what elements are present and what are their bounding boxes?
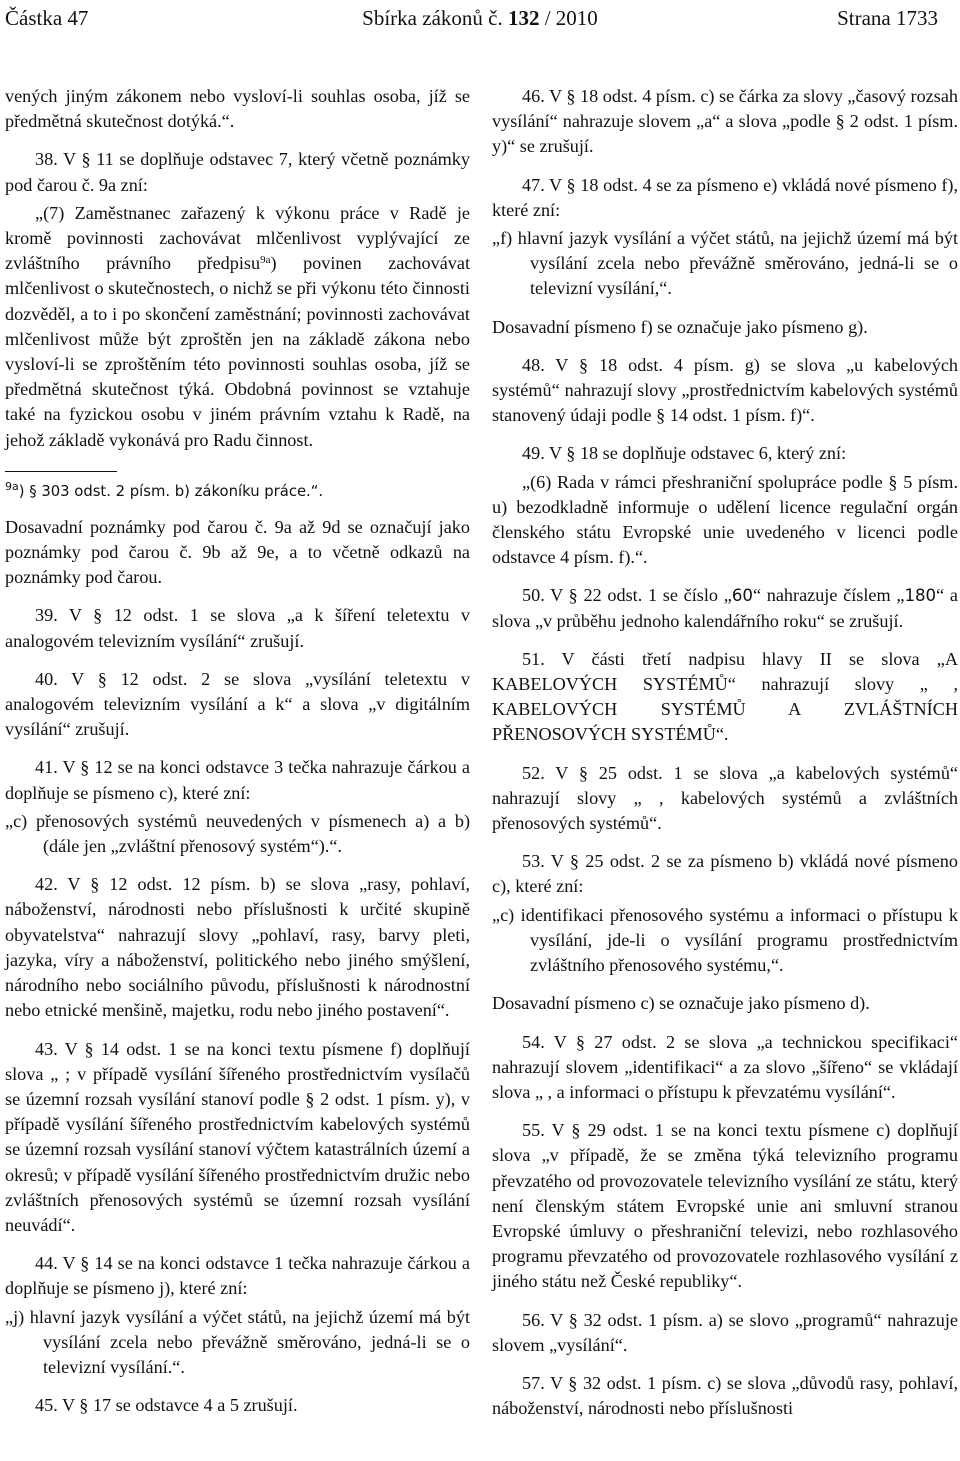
footnote-ref: 9a [260,254,271,267]
paragraph-point-49: 49. V § 18 se doplňuje odstavec 6, který zní: [522,443,847,464]
quoted-item-c-right: „c) identifikaci přenosového systému a informaci o přístupu k vysílání, jde-li o vysílání programu prostřednictvím zvláštního přenosového systému,“. [492,904,958,976]
point-50-text-cont: “ nahrazuje číslem „ [752,585,905,606]
paragraph-point-54: 54. V § 27 odst. 2 se slova „a technickou specifikaci“ nahrazují slovem „identifikaci“ a za slovo „šířeno“ se vkládají slova „ , a informaci o přístupu k převzatému vysílání“. [492,1031,958,1102]
left-column [5,84,470,1431]
quoted-text-cont: ) povinen zachovávat mlčenlivost o skutečnostech, o nichž se při výkonu této činnosti dozvěděl, a to i po skončení zaměstnání; povinnosti zachovávat mlčenlivost může být zproštěn jen na základě zákona nebo vysloví-li se zproštěním této povinnosti souhlas osoba, jíž se předmětná skutečnost týká. Obdobná povinnost se vztahuje také na fyzickou osobu v jiném právním vztahu k Radě, na jehož základě vykonává pro Radu činnost. [5,253,470,450]
header-page-number: Strana 1733 [837,6,938,30]
quoted-item-j: „j) hlavní jazyk vysílání a výčet států, na jejichž území má být vysílání zcela nebo převážně směrováno, jedná-li se o televizní vysílání.“. [5,1306,470,1377]
header-collection-number: 132 [507,6,540,30]
paragraph-point-55: 55. V § 29 odst. 1 se na konci textu písmene c) doplňují slova „v případě, že se změna týká televizního programu převzatého od provozovatele televizního vysílání ze státu, který není členským státem Evropské unie ani smluvní stranou Evropské úmluvy o přeshraniční televizi, nebo rozhlasového programu převzatého od provozovatele rozhlasového vysílání z jiného státu než České republiky“. [492,1120,958,1292]
paragraph-quoted-section [5,201,470,453]
header-collection-year: / 2010 [539,6,598,30]
paragraph-point-56: 56. V § 32 odst. 1 písm. a) se slovo „programů“ nahrazuje slovem „vysílání“. [492,1309,958,1355]
paragraph-point-51: 51. V části třetí nadpisu hlavy II se slova „A KABELOVÝCH SYSTÉMŮ“ nahrazují slovy „ , KABELOVÝCH SYSTÉMŮ A ZVLÁŠTNÍCH PŘENOSOVÝCH SYSTÉMŮ“. [492,648,958,745]
paragraph-point-57: 57. V § 32 odst. 1 písm. c) se slova „důvodů rasy, pohlaví, náboženství, národnosti nebo příslušnosti [492,1372,958,1419]
footnote-mark: 9a [5,479,19,493]
footnote-divider [5,471,117,472]
paragraph: Dosavadní písmeno c) se označuje jako písmeno d). [492,993,870,1014]
paragraph-point-50 [492,583,958,633]
paragraph-point-39: 39. V § 12 odst. 1 se slova „a k šíření teletextu v analogovém televizním vysílání“ zrušují. [5,605,470,651]
paragraph-point-47: 47. V § 18 odst. 4 se za písmeno e) vkládá nové písmeno f), které zní: [492,174,958,220]
paragraph: vených jiným zákonem nebo vysloví-li souhlas osoba, jíž se předmětná skutečnost dotýká.“. [5,86,470,132]
paragraph-point-44: 44. V § 14 se na konci odstavce 1 tečka nahrazuje čárkou a doplňuje se písmeno j), které zní: [5,1253,470,1299]
header-issue: Částka 47 [5,6,89,30]
paragraph-point-43: 43. V § 14 odst. 1 se na konci textu písmene f) doplňují slova „ ; v případě vysílání šířeného prostřednictvím vysílačů se územní rozsah vysílání stanoví podle § 2 odst. 1 písm. y), v případě vysílání šířeného prostřednictvím kabelových systémů se územní rozsah vysílání stanoví výčtem katastrálních území a okresů; v případě vysílání šířeného prostřednictvím družic nebo zvláštních přenosových systémů se územní rozsah vysílání neuvádí“. [5,1038,470,1235]
number-new: 180 [904,586,937,606]
quoted-section-6: „(6) Rada v rámci přeshraniční spolupráce podle § 5 písm. u) bezodkladně informuje o udělení licence regulační orgán členského státu Evropské unie uvedeného v licenci podle odstavce 4 písm. f).“. [492,471,958,568]
header-collection-label: Sbírka zákonů č. [362,6,508,30]
paragraph-point-45: 45. V § 17 se odstavce 4 a 5 zrušují. [35,1395,298,1416]
paragraph-point-41: 41. V § 12 se na konci odstavce 3 tečka nahrazuje čárkou a doplňuje se písmeno c), které zní: [5,757,470,803]
paragraph-point-38: 38. V § 11 se doplňuje odstavec 7, který včetně poznámky pod čarou č. 9a zní: [5,149,470,195]
quoted-item-c: „c) přenosových systémů neuvedených v písmenech a) a b) (dále jen „zvláštní přenosový systém“).“. [5,810,470,857]
footnote-text: ) § 303 odst. 2 písm. b) zákoníku práce.“. [18,482,324,500]
point-50-text: 50. V § 22 odst. 1 se číslo „ [522,585,732,606]
paragraph-point-40: 40. V § 12 odst. 2 se slova „vysílání teletextu v analogovém televizním vysílání a k“ a slova „v digitálním vysílání“ zrušují. [5,668,470,740]
quoted-text: „(7) Zaměstnanec zařazený k výkonu práce v Radě je kromě povinnosti zachovávat mlčenlivost vyplývající ze zvláštního právního předpisu [5,202,470,274]
header-collection [0,6,960,30]
number-old: 60 [731,586,753,606]
right-column [492,84,958,1434]
quoted-item-f: „f) hlavní jazyk vysílání a výčet států, na jejichž území má být vysílání zcela nebo převážně směrováno, jedná-li se o televizní vysílání,“. [492,228,958,299]
paragraph-point-53: 53. V § 25 odst. 2 se za písmeno b) vkládá nové písmeno c), které zní: [492,851,958,897]
footnote [5,479,470,502]
paragraph: Dosavadní písmeno f) se označuje jako písmeno g). [492,316,868,337]
point-50-text-end: “ a slova „v průběhu jednoho kalendářního roku“ se zrušují. [492,585,958,631]
paragraph-point-46: 46. V § 18 odst. 4 písm. c) se čárka za slovy „časový rozsah vysílání“ nahrazuje slovem „a“ a slova „podle § 2 odst. 1 písm. y)“ se zrušují. [492,86,958,157]
paragraph-point-42: 42. V § 12 odst. 12 písm. b) se slova „rasy, pohlaví, náboženství, národnosti nebo příslušnosti k určité skupině obyvatelstva“ nahrazují slovy „pohlaví, rasy, barvy pleti, jazyka, víry a náboženství, politického nebo jiného smýšlení, národního nebo sociálního původu, příslušnosti k národnostní nebo etnické menšině, majetku, rodu nebo jiného postavení“. [5,874,470,1021]
paragraph-point-48: 48. V § 18 odst. 4 písm. g) se slova „u kabelových systémů“ nahrazují slovy „prostřednictvím kabelových systémů stanovený údaji podle § 14 odst. 1 písm. f)“. [492,354,958,426]
paragraph: Dosavadní poznámky pod čarou č. 9a až 9d se označují jako poznámky pod čarou č. 9b až 9e, a to včetně odkazů na poznámky pod čarou. [5,516,470,588]
paragraph-point-52: 52. V § 25 odst. 1 se slova „a kabelových systémů“ nahrazují slovy „ , kabelových systémů a zvláštních přenosových systémů“. [492,762,958,834]
